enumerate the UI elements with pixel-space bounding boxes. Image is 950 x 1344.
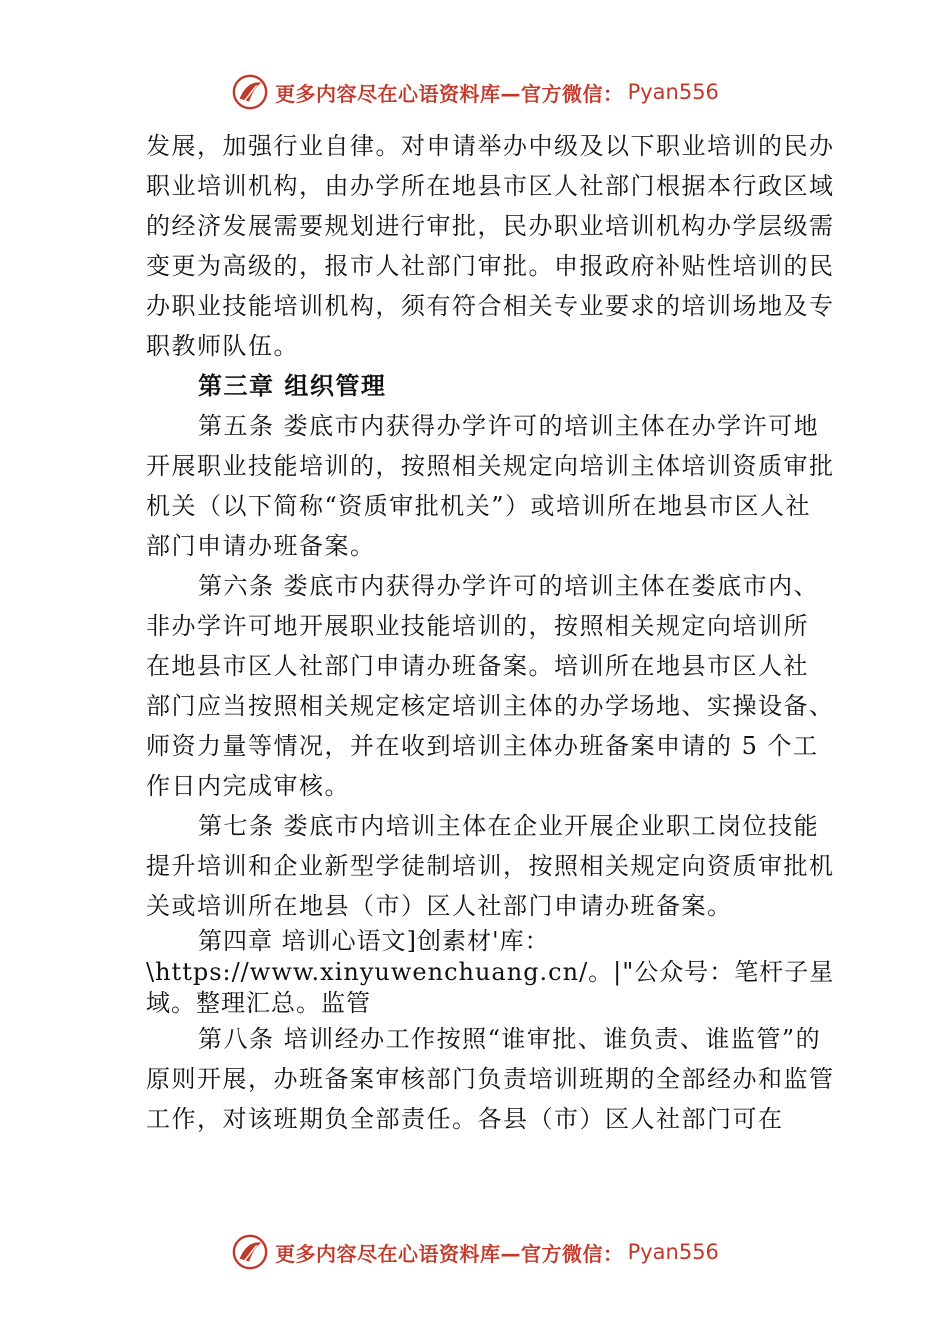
document-body [146, 126, 836, 1139]
header-banner [0, 70, 950, 114]
article-6: 第六条 娄底市内获得办学许可的培训主体在娄底市内、非办学许可地开展职业技能培训的，按照相关规定向培训所 在地县市区人社部门申请办班备案。培训所在地县市区人社 部门应当按照相关规定核定培训主体的办学场地、实操设备、师资力量等情况，并在收到培训主体办班备案申请的 5 个工作日内完成审核。 [146, 572, 835, 800]
watermark-url-line: \https://www.xinyuwenchuang.cn/。|"公众号：笔杆子星域。整理汇总。监管 [146, 958, 835, 1017]
article-5: 第五条 娄底市内获得办学许可的培训主体在办学许可地开展职业技能培训的，按照相关规定向培训主体培训资质审批机关（以下简称“资质审批机关”）或培训所在地县市区人社部门申请办班备案。 [146, 412, 835, 560]
article-7: 第七条 娄底市内培训主体在企业开展企业职工岗位技能提升培训和企业新型学徒制培训，按照相关规定向资质审批机关或培训所在地县（市）区人社部门申请办班备案。 [146, 812, 835, 920]
footer-banner [0, 1230, 950, 1274]
paragraph-continued: 发展，加强行业自律。对申请举办中级及以下职业培训的民办职业培训机构，由办学所在地县市区人社部门根据本行政区域的经济发展需要规划进行审批，民办职业培训机构办学层级需变更为高级的，报市人社部门审批。申报政府补贴性培训的民办职业技能培训机构，须有符合相关专业要求的培训场地及专职教师队伍。 [146, 132, 835, 360]
brand-logo-icon [231, 1233, 269, 1271]
brand-logo-icon [231, 73, 269, 111]
header-text: 更多内容尽在心语资料库—官方微信： [275, 81, 624, 106]
footer-text: 更多内容尽在心语资料库—官方微信： [275, 1241, 624, 1266]
chapter-heading-3: 第三章 组织管理 [198, 372, 387, 400]
chapter-heading-4: 第四章 培训心语文]创素材'库： [198, 927, 550, 955]
footer-wechat-id: Pyan556 [627, 1240, 719, 1264]
article-8: 第八条 培训经办工作按照“谁审批、谁负责、谁监管”的原则开展，办班备案审核部门负责培训班期的全部经办和监管工作，对该班期负全部责任。各县（市）区人社部门可在 [146, 1025, 835, 1133]
header-wechat-id: Pyan556 [627, 80, 719, 104]
